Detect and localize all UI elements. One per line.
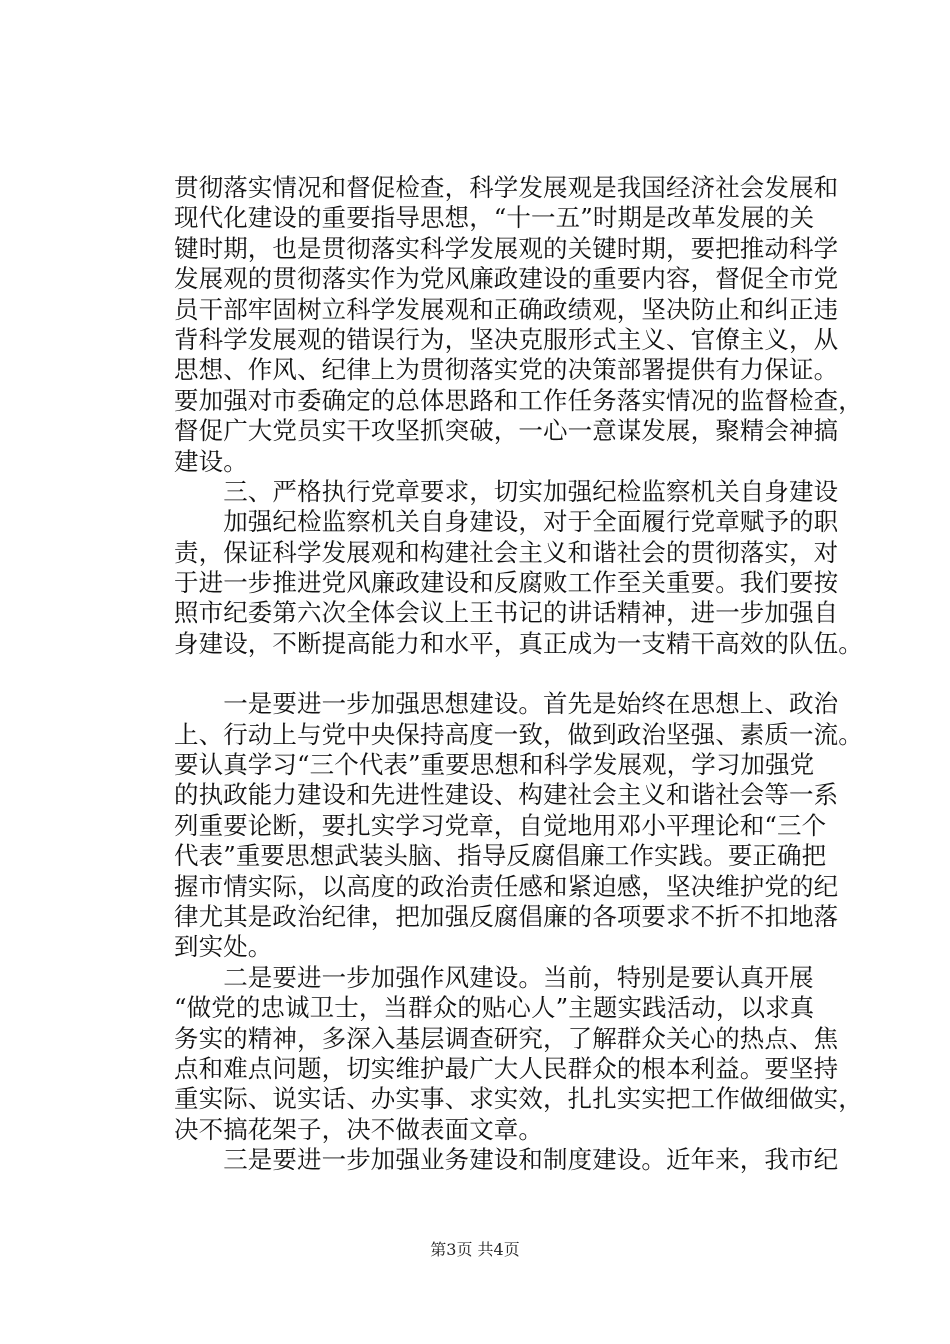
text-line: 律尤其是政治纪律，把加强反腐倡廉的各项要求不折不扣地落: [174, 901, 839, 931]
text-line: 于进一步推进党风廉政建设和反腐败工作至关重要。我们要按: [174, 568, 839, 598]
text-line: 建设。: [174, 446, 248, 476]
text-line: 的执政能力建设和先进性建设、构建社会主义和谐社会等一系: [174, 780, 839, 810]
text-line: “做党的忠诚卫士，当群众的贴心人”主题实践活动，以求真: [174, 993, 815, 1023]
text-line: 决不搞花架子，决不做表面文章。: [174, 1114, 543, 1144]
text-line: 背科学发展观的错误行为，坚决克服形式主义、官僚主义，从: [174, 324, 839, 354]
text-line: 照市纪委第六次全体会议上王书记的讲话精神，进一步加强自: [174, 598, 839, 628]
text-line: 上、行动上与党中央保持高度一致，做到政治坚强、素质一流。: [174, 719, 863, 749]
text-line: 督促广大党员实干攻坚抓突破，一心一意谋发展，聚精会神搞: [174, 416, 839, 446]
text-line: 三、严格执行党章要求，切实加强纪检监察机关自身建设: [174, 476, 839, 506]
text-line: 要加强对市委确定的总体思路和工作任务落实情况的监督检查，: [174, 385, 863, 415]
text-line: 二是要进一步加强作风建设。当前，特别是要认真开展: [174, 962, 814, 992]
text-line: 点和难点问题，切实维护最广大人民群众的根本利益。要坚持: [174, 1053, 839, 1083]
text-line: 列重要论断，要扎实学习党章，自觉地用邓小平理论和“三个: [174, 810, 827, 840]
text-line: 现代化建设的重要指导思想，“十一五”时期是改革发展的关: [174, 203, 815, 233]
text-line: 加强纪检监察机关自身建设，对于全面履行党章赋予的职: [174, 507, 839, 537]
text-line: 代表”重要思想武装头脑、指导反腐倡廉工作实践。要正确把: [174, 841, 827, 871]
text-line: 到实处。: [174, 932, 273, 962]
text-line: 责，保证科学发展观和构建社会主义和谐社会的贯彻落实，对: [174, 537, 839, 567]
blank-line: [174, 659, 834, 689]
text-line: 重实际、说实话、办实事、求实效，扎扎实实把工作做细做实，: [174, 1084, 863, 1114]
text-line: 键时期，也是贯彻落实科学发展观的关键时期，要把推动科学: [174, 233, 839, 263]
text-line: 员干部牢固树立科学发展观和正确政绩观，坚决防止和纠正违: [174, 294, 839, 324]
body-text: [174, 173, 863, 1176]
text-line: 思想、作风、纪律上为贯彻落实党的决策部署提供有力保证。: [174, 355, 839, 385]
text-line: 务实的精神，多深入基层调查研究，了解群众关心的热点、焦: [174, 1023, 839, 1053]
page-footer: 第3页 共4页: [430, 1240, 520, 1259]
text-line: 贯彻落实情况和督促检查，科学发展观是我国经济社会发展和: [174, 173, 839, 202]
text-line: 握市情实际，以高度的政治责任感和紧迫感，坚决维护党的纪: [174, 871, 839, 901]
text-line: 三是要进一步加强业务建设和制度建设。近年来，我市纪: [174, 1145, 839, 1175]
text-line: 一是要进一步加强思想建设。首先是始终在思想上、政治: [174, 689, 839, 719]
text-line: 要认真学习“三个代表”重要思想和科学发展观，学习加强党: [174, 750, 815, 780]
text-line: 身建设，不断提高能力和水平，真正成为一支精干高效的队伍。: [174, 628, 863, 658]
text-line: 发展观的贯彻落实作为党风廉政建设的重要内容，督促全市党: [174, 264, 839, 294]
